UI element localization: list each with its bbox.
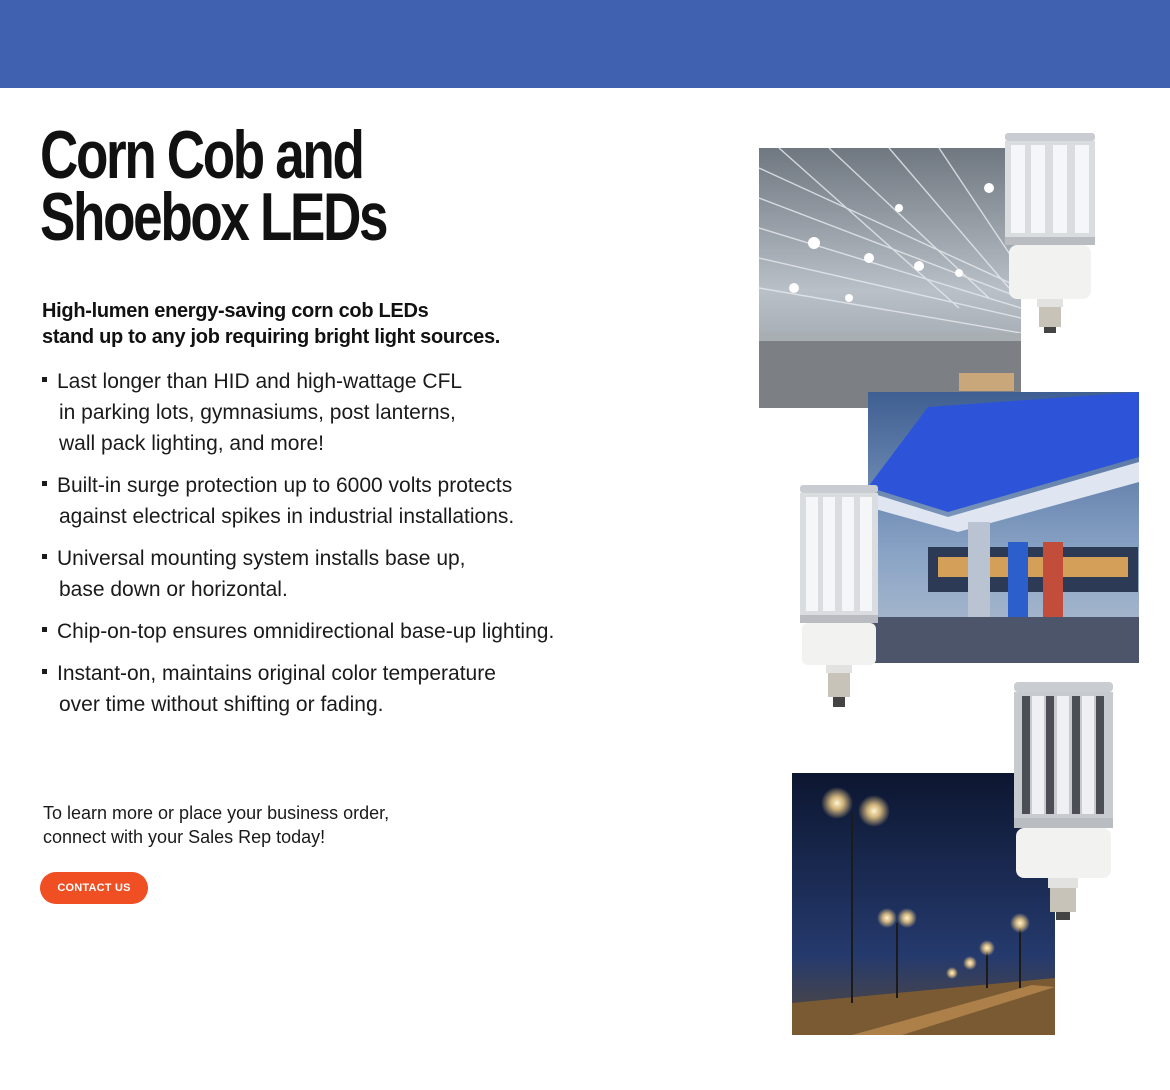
feature-line: in parking lots, gymnasiums, post lanterns,	[59, 401, 456, 424]
header-bar	[0, 0, 1170, 88]
feature-line: base down or horizontal.	[59, 578, 288, 601]
bullet-icon	[42, 669, 47, 674]
feature-line: Chip-on-top ensures omnidirectional base-up lighting.	[57, 620, 555, 643]
feature-line: Universal mounting system installs base up,	[57, 547, 466, 570]
corn-cob-bulb-icon	[798, 483, 880, 710]
bullet-icon	[42, 554, 47, 559]
gas-station-photo	[868, 392, 1139, 663]
feature-item	[42, 658, 662, 720]
feature-line: over time without shifting or fading.	[59, 693, 384, 716]
bullet-icon	[42, 627, 47, 632]
corn-cob-bulb-icon	[1012, 680, 1115, 922]
warehouse-photo	[759, 148, 1021, 408]
feature-line: wall pack lighting, and more!	[59, 432, 324, 455]
feature-item	[42, 470, 662, 532]
corn-cob-bulb-icon	[1003, 131, 1097, 335]
feature-line: Instant-on, maintains original color temperature	[57, 662, 496, 685]
intro-text	[42, 298, 602, 350]
contact-us-button[interactable]: CONTACT US	[40, 872, 148, 904]
feature-line: Last longer than HID and high-wattage CFL	[57, 370, 463, 393]
feature-line: Built-in surge protection up to 6000 volts protects	[57, 474, 513, 497]
cta-line-1: To learn more or place your business order,	[43, 803, 390, 823]
feature-line: against electrical spikes in industrial installations.	[59, 505, 515, 528]
feature-item	[42, 616, 662, 647]
cta-line-2: connect with your Sales Rep today!	[43, 827, 326, 847]
feature-item	[42, 366, 662, 459]
intro-line-2: stand up to any job requiring bright light sources.	[42, 326, 501, 348]
bullet-icon	[42, 377, 47, 382]
feature-list	[42, 366, 662, 731]
page-title	[40, 117, 387, 255]
cta-text	[43, 801, 389, 849]
page-title-line-2: Shoebox LEDs	[40, 179, 387, 255]
page-title-line-1: Corn Cob and	[40, 117, 363, 193]
feature-item	[42, 543, 662, 605]
intro-line-1: High-lumen energy-saving corn cob LEDs	[42, 300, 429, 322]
bullet-icon	[42, 481, 47, 486]
